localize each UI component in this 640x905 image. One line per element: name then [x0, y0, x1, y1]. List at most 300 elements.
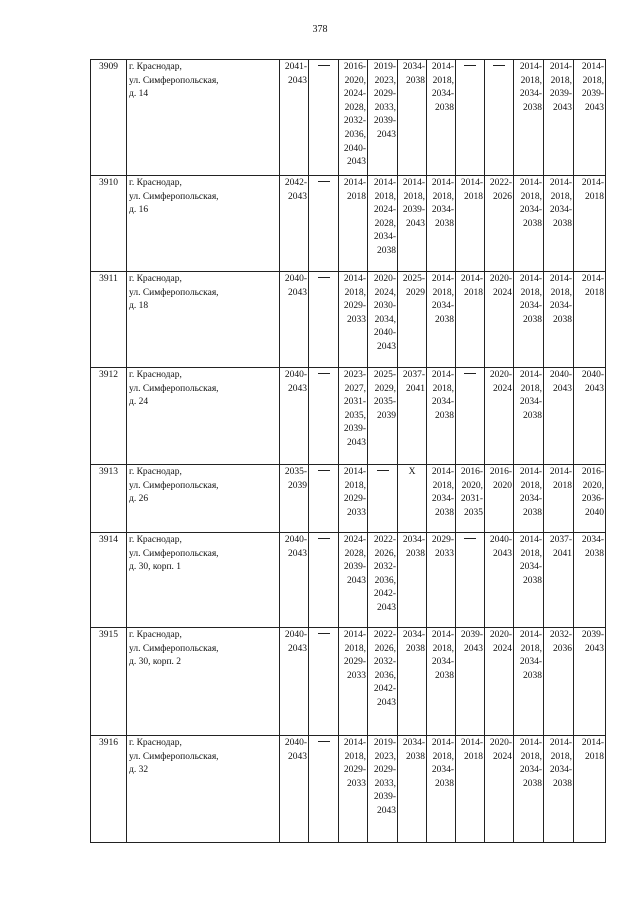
period-line: 2020- — [489, 630, 512, 640]
table-row — [91, 736, 606, 843]
period-cell — [427, 60, 456, 176]
address-line: г. Краснодар, — [129, 178, 182, 188]
address-line: г. Краснодар, — [129, 274, 182, 284]
period-line: 2038 — [523, 507, 542, 518]
period-line: 2024 — [493, 643, 512, 654]
table-row — [91, 368, 606, 465]
period-line: 2018 — [553, 480, 572, 491]
period-line: 2041 — [406, 383, 425, 394]
period-line: 2032- — [343, 116, 366, 127]
period-cell — [427, 176, 456, 272]
period-line: 2018, — [550, 75, 572, 86]
period-line: 2022- — [489, 178, 512, 188]
period-line: 2014- — [519, 178, 542, 188]
period-line: 2018, — [520, 751, 542, 762]
address-line: ул. Симферопольская, — [129, 643, 219, 654]
period-line: 2023, — [374, 75, 396, 86]
period-line: 2018, — [550, 751, 572, 762]
period-cell — [574, 533, 606, 628]
period-line: 2026, — [374, 643, 396, 654]
period-line: 2043 — [288, 548, 307, 559]
period-line: 2035- — [284, 467, 307, 477]
period-line: 2033 — [347, 670, 366, 681]
period-line: 2040- — [581, 370, 604, 380]
period-line: 2034- — [402, 738, 425, 748]
period-cell — [574, 272, 606, 368]
period-line: 2039- — [343, 424, 366, 435]
period-cell — [398, 368, 427, 465]
period-cell — [514, 465, 544, 533]
period-line: 2026, — [374, 548, 396, 559]
period-line: 2040- — [284, 630, 307, 640]
period-line: 2041 — [553, 548, 572, 559]
period-line: 2033, — [374, 778, 396, 789]
address-line: г. Краснодар, — [129, 62, 182, 72]
period-line: 2038 — [523, 410, 542, 421]
period-line: 2034- — [431, 397, 454, 408]
period-line: 2033 — [435, 548, 454, 559]
period-line: 2038 — [406, 643, 425, 654]
period-line: 2039- — [581, 630, 604, 640]
address-line: д. 26 — [129, 494, 149, 505]
period-line: 2034- — [519, 494, 542, 505]
period-line: 2034- — [549, 301, 572, 312]
period-line: 2014- — [581, 178, 604, 188]
address-cell — [127, 60, 280, 176]
period-line: 2034- — [581, 535, 604, 545]
period-cell — [574, 628, 606, 736]
period-cell — [280, 736, 309, 843]
period-line: 2018 — [347, 191, 366, 202]
period-line: 2038 — [523, 314, 542, 325]
period-line: 2034- — [519, 657, 542, 668]
period-line: 2016- — [460, 467, 483, 477]
period-line: 2038 — [553, 778, 572, 789]
period-line: 2020- — [489, 738, 512, 748]
empty-dash-cell — [309, 736, 339, 843]
period-line: 2029- — [343, 765, 366, 776]
period-line: 2029- — [431, 535, 454, 545]
empty-dash-cell — [309, 176, 339, 272]
address-line: д. 32 — [129, 765, 149, 776]
period-line: 2020- — [489, 370, 512, 380]
period-cell — [368, 272, 398, 368]
period-cell — [398, 736, 427, 843]
table-row — [91, 60, 606, 176]
period-line: 2038 — [523, 218, 542, 229]
period-line: 2020, — [344, 75, 366, 86]
period-cell — [339, 60, 368, 176]
period-cell — [339, 736, 368, 843]
period-line: 2014- — [402, 178, 425, 188]
period-line: 2035- — [373, 397, 396, 408]
period-line: 2018, — [520, 383, 542, 394]
period-line: 2024 — [493, 287, 512, 298]
period-cell — [368, 533, 398, 628]
period-line: 2031- — [343, 397, 366, 408]
period-line: 2016- — [343, 62, 366, 72]
period-line: 2032- — [549, 630, 572, 640]
table-row — [91, 176, 606, 272]
x-mark-cell — [398, 465, 427, 533]
period-line: 2018, — [344, 287, 366, 298]
period-cell — [456, 272, 485, 368]
row-number: 3912 — [91, 368, 127, 465]
period-line: 2039 — [377, 410, 396, 421]
period-line: 2020- — [373, 274, 396, 284]
period-cell — [544, 176, 574, 272]
empty-dash-cell — [309, 533, 339, 628]
x-mark: X — [408, 467, 416, 477]
period-line: 2018, — [344, 751, 366, 762]
period-line: 2018 — [585, 287, 604, 298]
period-line: 2043 — [377, 602, 396, 613]
period-line: 2038 — [435, 670, 454, 681]
period-line: 2018, — [344, 480, 366, 491]
period-cell — [368, 368, 398, 465]
period-line: 2018, — [403, 191, 425, 202]
period-line: 2039- — [460, 630, 483, 640]
period-line: 2032- — [373, 562, 396, 573]
period-line: 2018, — [520, 548, 542, 559]
period-cell — [368, 176, 398, 272]
dash-mark — [377, 470, 389, 471]
period-cell — [485, 628, 514, 736]
period-line: 2038 — [553, 314, 572, 325]
address-line: ул. Симферопольская, — [129, 480, 219, 491]
period-line: 2018, — [432, 751, 454, 762]
dash-mark — [464, 538, 476, 539]
period-line: 2014- — [431, 630, 454, 640]
period-line: 2014- — [549, 178, 572, 188]
period-line: 2029- — [373, 765, 396, 776]
period-line: 2029- — [343, 657, 366, 668]
address-cell — [127, 465, 280, 533]
period-line: 2018, — [432, 287, 454, 298]
period-line: 2034- — [431, 765, 454, 776]
empty-dash-cell — [309, 272, 339, 368]
period-cell — [544, 465, 574, 533]
period-line: 2043 — [288, 75, 307, 86]
address-cell — [127, 368, 280, 465]
period-line: 2034- — [431, 301, 454, 312]
period-cell — [456, 176, 485, 272]
period-line: 2018, — [432, 191, 454, 202]
period-line: 2039- — [402, 205, 425, 216]
address-line: г. Краснодар, — [129, 630, 182, 640]
period-cell — [398, 272, 427, 368]
period-line: 2024 — [493, 751, 512, 762]
period-line: 2018, — [582, 75, 604, 86]
period-cell — [398, 176, 427, 272]
period-line: 2043 — [347, 437, 366, 448]
dash-mark — [318, 65, 330, 66]
period-cell — [485, 272, 514, 368]
table-row — [91, 465, 606, 533]
period-line: 2019- — [373, 738, 396, 748]
period-line: 2014- — [373, 178, 396, 188]
period-line: 2040- — [284, 535, 307, 545]
period-line: 2040- — [284, 274, 307, 284]
period-line: 2014- — [549, 738, 572, 748]
period-line: 2014- — [343, 274, 366, 284]
period-line: 2040 — [585, 507, 604, 518]
dash-mark — [318, 741, 330, 742]
row-number: 3909 — [91, 60, 127, 176]
period-line: 2024 — [493, 383, 512, 394]
period-line: 2029 — [406, 287, 425, 298]
dash-mark — [318, 277, 330, 278]
address-line: ул. Симферопольская, — [129, 287, 219, 298]
period-line: 2036, — [344, 129, 366, 140]
period-line: 2014- — [519, 274, 542, 284]
address-line: г. Краснодар, — [129, 467, 182, 477]
period-line: 2026 — [493, 191, 512, 202]
period-line: 2018, — [374, 191, 396, 202]
period-line: 2040- — [489, 535, 512, 545]
period-line: 2038 — [585, 548, 604, 559]
period-line: 2038 — [435, 218, 454, 229]
period-line: 2043 — [377, 341, 396, 352]
address-line: ул. Симферопольская, — [129, 383, 219, 394]
period-line: 2014- — [519, 62, 542, 72]
period-cell — [280, 368, 309, 465]
period-line: 2036 — [553, 643, 572, 654]
period-cell — [544, 628, 574, 736]
address-cell — [127, 272, 280, 368]
address-line: д. 24 — [129, 397, 149, 408]
period-cell — [485, 176, 514, 272]
address-cell — [127, 176, 280, 272]
period-line: 2038 — [523, 575, 542, 586]
row-number: 3910 — [91, 176, 127, 272]
period-line: 2018, — [520, 480, 542, 491]
period-line: 2014- — [581, 62, 604, 72]
period-line: 2024- — [343, 89, 366, 100]
period-line: 2036, — [374, 670, 396, 681]
period-cell — [339, 465, 368, 533]
period-line: 2018 — [464, 287, 483, 298]
period-line: 2025- — [402, 274, 425, 284]
period-line: 2042- — [373, 684, 396, 695]
period-line: 2019- — [373, 62, 396, 72]
period-cell — [456, 628, 485, 736]
period-line: 2034- — [519, 301, 542, 312]
period-line: 2039- — [373, 116, 396, 127]
period-line: 2042- — [373, 589, 396, 600]
period-line: 2024, — [374, 287, 396, 298]
period-line: 2014- — [343, 630, 366, 640]
period-line: 2034- — [519, 205, 542, 216]
period-line: 2038 — [435, 507, 454, 518]
period-line: 2038 — [435, 410, 454, 421]
period-line: 2038 — [406, 548, 425, 559]
period-line: 2043 — [347, 575, 366, 586]
period-cell — [398, 60, 427, 176]
address-cell — [127, 628, 280, 736]
dash-mark — [318, 373, 330, 374]
period-line: 2034- — [402, 630, 425, 640]
dash-mark — [318, 181, 330, 182]
period-line: 2038 — [435, 778, 454, 789]
period-cell — [514, 272, 544, 368]
period-cell — [456, 736, 485, 843]
row-number: 3913 — [91, 465, 127, 533]
period-cell — [514, 736, 544, 843]
period-line: 2020 — [493, 480, 512, 491]
period-line: 2014- — [519, 467, 542, 477]
period-line: 2034- — [431, 494, 454, 505]
period-line: 2014- — [581, 738, 604, 748]
period-line: 2043 — [288, 191, 307, 202]
period-line: 2043 — [464, 643, 483, 654]
period-line: 2041- — [284, 62, 307, 72]
period-line: 2014- — [581, 274, 604, 284]
period-line: 2038 — [435, 102, 454, 113]
period-line: 2016- — [581, 467, 604, 477]
table-row — [91, 628, 606, 736]
period-line: 2024- — [343, 535, 366, 545]
period-line: 2018, — [550, 191, 572, 202]
table-body — [91, 60, 606, 843]
period-line: 2018, — [520, 191, 542, 202]
table-row — [91, 272, 606, 368]
period-line: 2038 — [523, 670, 542, 681]
row-number: 3914 — [91, 533, 127, 628]
address-line: д. 16 — [129, 205, 149, 216]
period-line: 2039 — [288, 480, 307, 491]
period-line: 2033 — [347, 778, 366, 789]
page-number: 378 — [312, 24, 328, 35]
period-line: 2043 — [585, 383, 604, 394]
period-line: 2040- — [343, 143, 366, 154]
period-line: 2038 — [553, 218, 572, 229]
period-line: 2034- — [402, 535, 425, 545]
row-number: 3916 — [91, 736, 127, 843]
period-line: 2018, — [432, 480, 454, 491]
empty-dash-cell — [309, 60, 339, 176]
dash-mark — [318, 538, 330, 539]
period-line: 2036- — [581, 494, 604, 505]
period-line: 2043 — [406, 218, 425, 229]
period-line: 2014- — [549, 62, 572, 72]
schedule-table — [90, 59, 606, 843]
period-cell — [398, 628, 427, 736]
period-line: 2018 — [464, 191, 483, 202]
period-cell — [280, 533, 309, 628]
period-line: 2043 — [288, 751, 307, 762]
period-line: 2036, — [374, 575, 396, 586]
empty-dash-cell — [456, 533, 485, 628]
period-line: 2043 — [347, 157, 366, 168]
period-line: 2014- — [431, 62, 454, 72]
period-line: 2029- — [373, 89, 396, 100]
empty-dash-cell — [309, 368, 339, 465]
row-number: 3915 — [91, 628, 127, 736]
address-cell — [127, 533, 280, 628]
period-cell — [427, 533, 456, 628]
period-line: 2039- — [373, 792, 396, 803]
period-line: 2038 — [523, 102, 542, 113]
period-line: 2014- — [431, 738, 454, 748]
period-line: 2034- — [549, 765, 572, 776]
period-cell — [280, 60, 309, 176]
period-line: 2014- — [519, 630, 542, 640]
period-cell — [339, 533, 368, 628]
period-line: 2043 — [585, 643, 604, 654]
period-line: 2014- — [343, 467, 366, 477]
period-cell — [544, 272, 574, 368]
period-line: 2027, — [344, 383, 366, 394]
period-line: 2034- — [519, 397, 542, 408]
period-line: 2014- — [460, 178, 483, 188]
period-line: 2043 — [377, 697, 396, 708]
empty-dash-cell — [456, 60, 485, 176]
period-line: 2014- — [519, 535, 542, 545]
period-line: 2040- — [549, 370, 572, 380]
address-cell — [127, 736, 280, 843]
period-line: 2018, — [432, 383, 454, 394]
period-line: 2029- — [343, 301, 366, 312]
period-line: 2037- — [549, 535, 572, 545]
dash-mark — [464, 373, 476, 374]
empty-dash-cell — [309, 465, 339, 533]
period-line: 2043 — [377, 805, 396, 816]
period-cell — [280, 272, 309, 368]
period-cell — [280, 628, 309, 736]
period-line: 2018, — [520, 287, 542, 298]
period-line: 2018, — [432, 643, 454, 654]
period-cell — [368, 736, 398, 843]
period-cell — [427, 465, 456, 533]
period-line: 2034- — [519, 89, 542, 100]
period-line: 2018, — [520, 643, 542, 654]
period-line: 2043 — [553, 383, 572, 394]
period-cell — [544, 368, 574, 465]
period-cell — [574, 60, 606, 176]
dash-mark — [318, 633, 330, 634]
period-line: 2020, — [582, 480, 604, 491]
period-cell — [544, 60, 574, 176]
period-line: 2039- — [343, 562, 366, 573]
address-line: д. 18 — [129, 301, 149, 312]
period-cell — [427, 736, 456, 843]
period-line: 2018, — [550, 287, 572, 298]
period-line: 2034- — [549, 205, 572, 216]
period-line: 2034, — [374, 314, 396, 325]
period-line: 2014- — [549, 274, 572, 284]
table-row — [91, 533, 606, 628]
period-cell — [339, 368, 368, 465]
period-line: 2033 — [347, 507, 366, 518]
period-line: 2034- — [519, 765, 542, 776]
address-line: ул. Симферопольская, — [129, 191, 219, 202]
period-line: 2031- — [460, 494, 483, 505]
period-line: 2032- — [373, 657, 396, 668]
period-line: 2034- — [519, 562, 542, 573]
period-line: 2014- — [519, 738, 542, 748]
period-line: 2042- — [284, 178, 307, 188]
period-line: 2037- — [402, 370, 425, 380]
period-line: 2030- — [373, 301, 396, 312]
address-line: ул. Симферопольская, — [129, 75, 219, 86]
period-cell — [574, 736, 606, 843]
period-cell — [574, 465, 606, 533]
period-line: 2028, — [344, 102, 366, 113]
address-line: ул. Симферопольская, — [129, 751, 219, 762]
period-line: 2024- — [373, 205, 396, 216]
period-line: 2014- — [460, 274, 483, 284]
